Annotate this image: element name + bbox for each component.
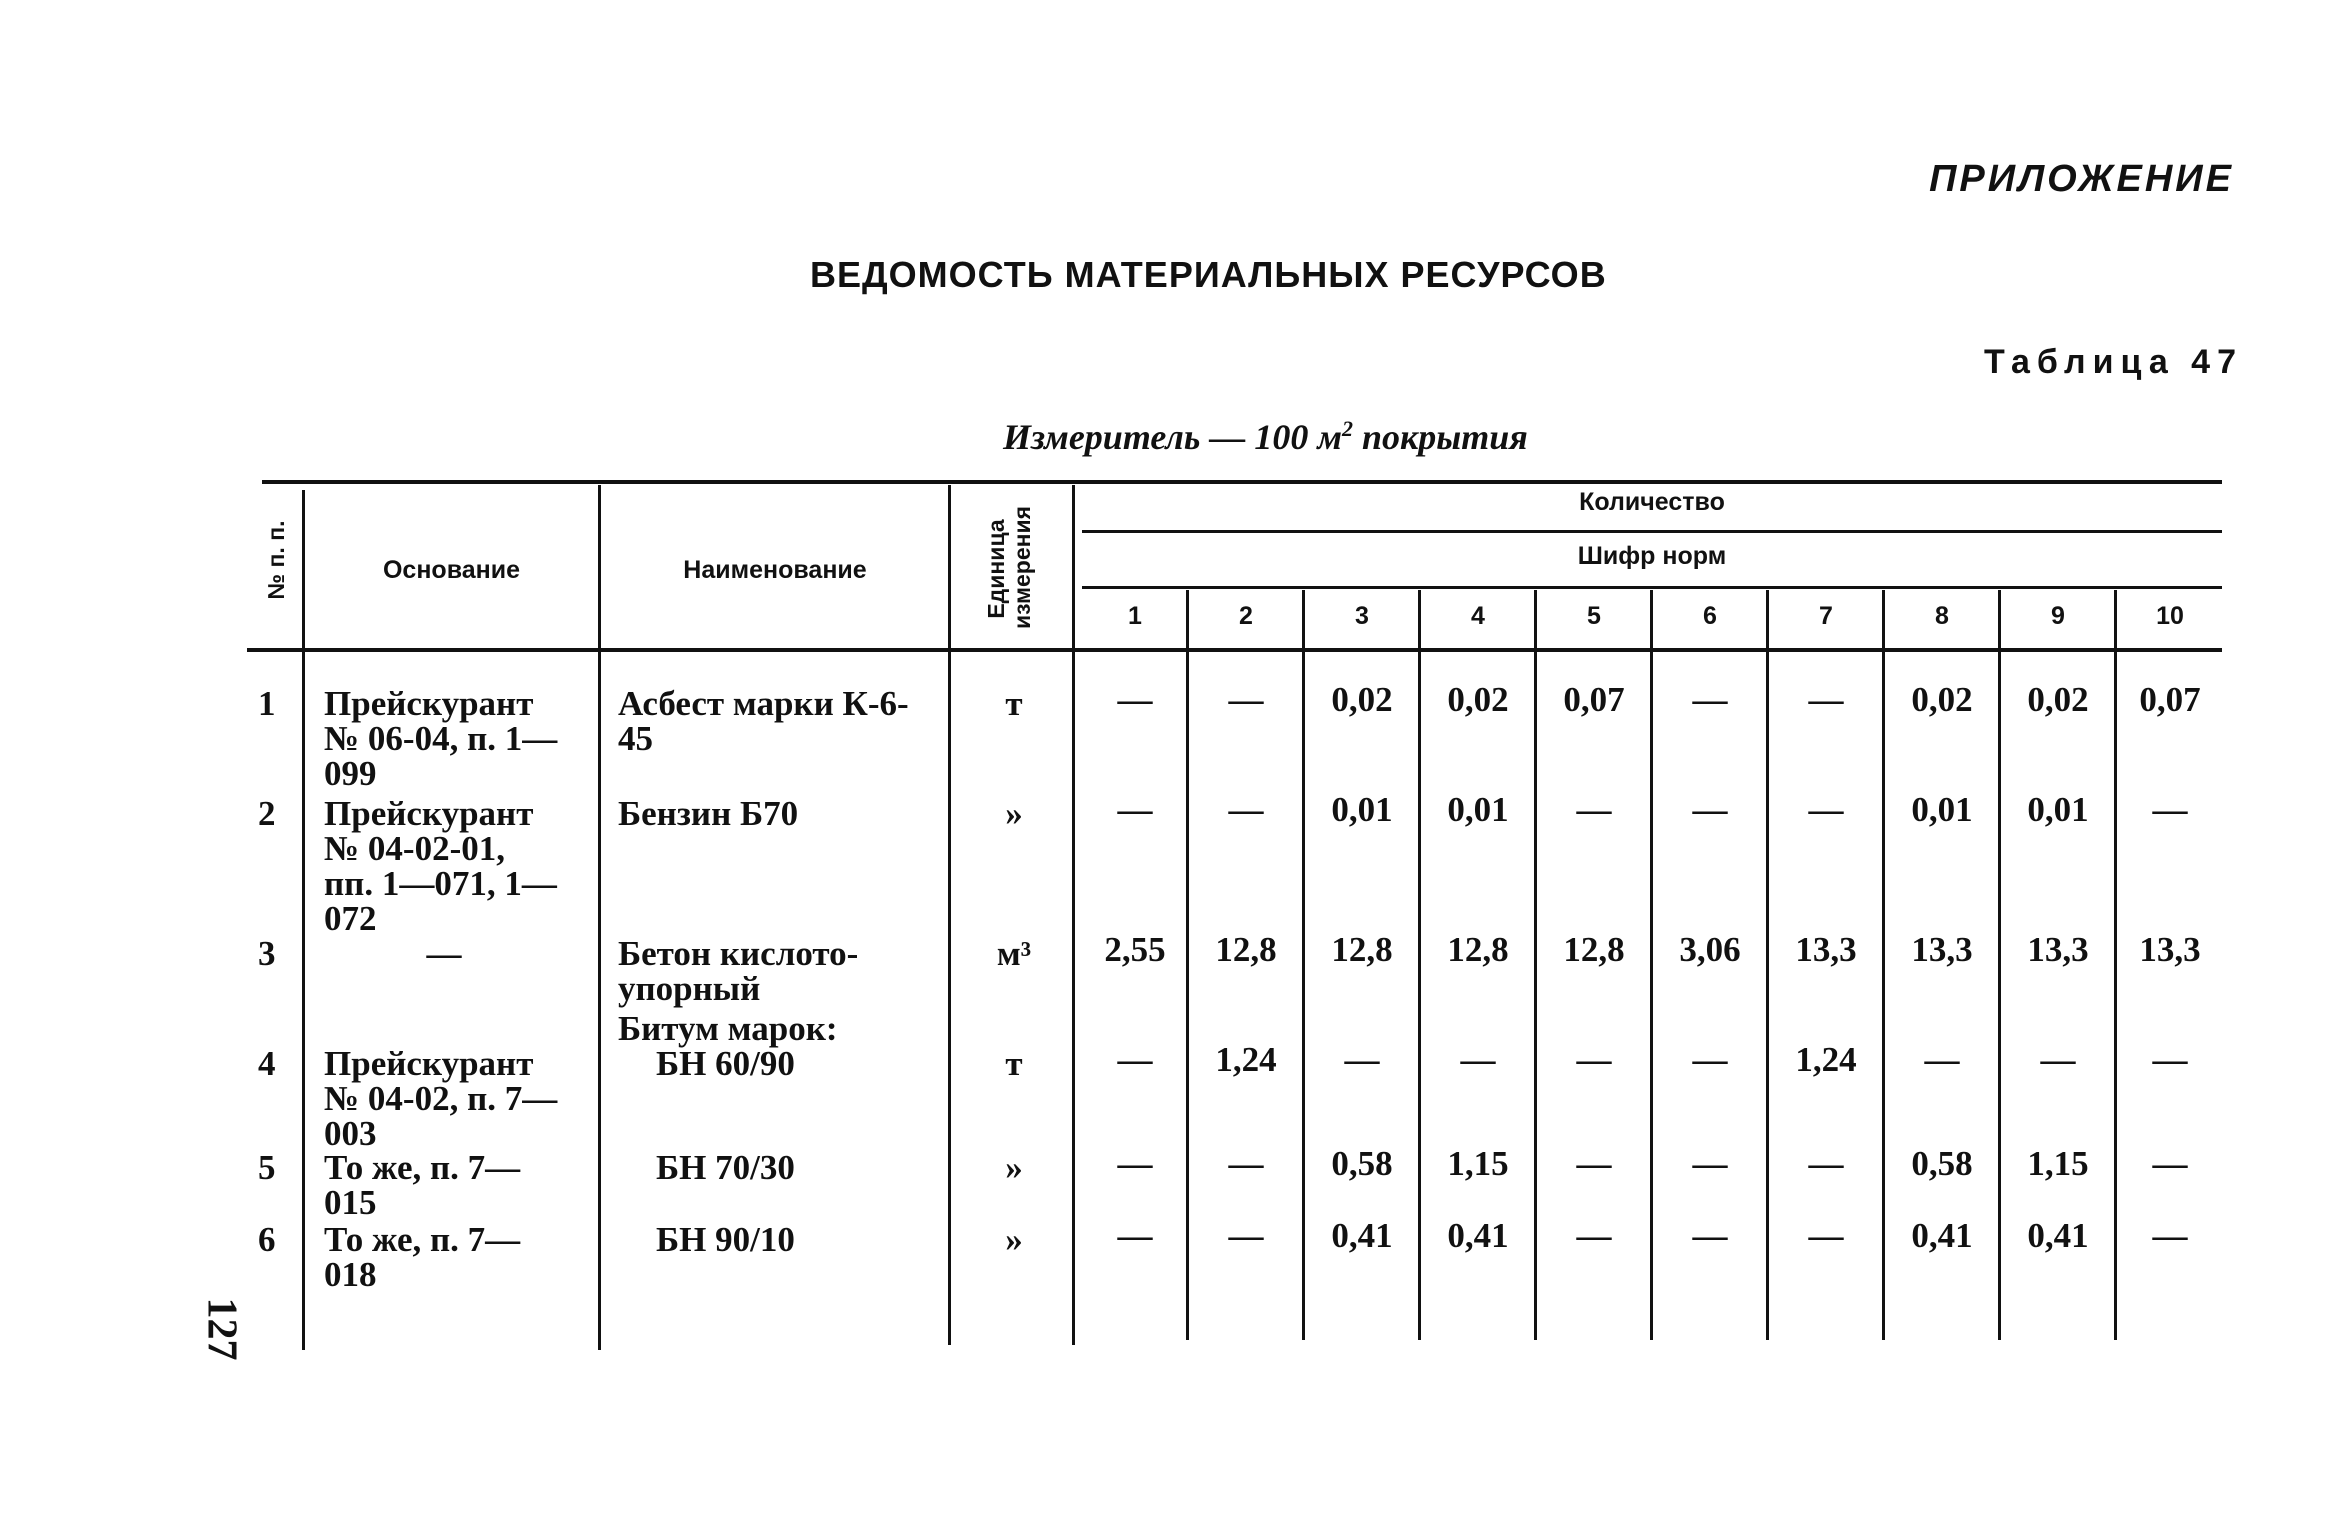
name-line: БН 60/90 [656,1044,795,1083]
quantity-cell: — [1576,790,1612,829]
quantity-cell: — [2152,790,2188,829]
basis-line: № 06-04, п. 1— [324,719,558,758]
basis-line: 003 [324,1114,377,1153]
name-cell [618,686,928,756]
quantity-cell: — [1228,790,1264,829]
name-cell [618,936,928,1006]
header-code: Шифр норм [1577,542,1727,570]
basis-cell [324,1222,586,1292]
code-col-divider [1766,590,1769,1340]
row-number: 5 [258,1148,276,1187]
basis-line: пп. 1—071, 1— [324,864,557,903]
quantity-cell: 12,8 [1331,930,1393,969]
code-col-divider [1534,590,1537,1340]
basis-line: 015 [324,1183,377,1222]
header-quantity: Количество [1579,488,1725,516]
basis-line: Прейскурант [324,684,534,723]
quantity-cell: 0,41 [1911,1216,1973,1255]
basis-line: № 04-02, п. 7— [324,1079,558,1118]
quantity-cell: — [1924,1040,1960,1079]
col-divider-name [948,485,951,1345]
row-number: 3 [258,934,276,973]
header-unit-line2: измерения [1009,505,1035,629]
unit-cell: » [1005,1220,1023,1259]
quantity-cell: — [1808,680,1844,719]
quantity-cell: — [1228,1216,1264,1255]
basis-line: То же, п. 7— [324,1148,521,1187]
row-number: 6 [258,1220,276,1259]
quantity-cell: 0,41 [2027,1216,2089,1255]
quantity-cell: — [1808,1216,1844,1255]
unit-cell: т [1005,1044,1023,1083]
basis-line: Прейскурант [324,794,534,833]
unit-cell: » [1005,794,1023,833]
header-bottom-rule [247,648,2222,652]
name-line: БН 70/30 [656,1148,795,1187]
name-line: Асбест марки К-6- [618,684,909,723]
code-header: 5 [1587,602,1601,630]
basis-cell [324,1150,586,1220]
quantity-rule [1082,530,2222,533]
header-name: Наименование [683,556,867,584]
quantity-cell: 13,3 [1911,930,1973,969]
header-unit-line1: Единица [983,519,1009,619]
code-header: 3 [1355,602,1369,630]
quantity-cell: 3,06 [1679,930,1741,969]
quantity-cell: — [1117,790,1153,829]
quantity-cell: — [1692,1216,1728,1255]
quantity-cell: 12,8 [1447,930,1509,969]
code-col-divider [2114,590,2117,1340]
basis-line: № 04-02-01, [324,829,505,868]
name-line: 45 [618,719,653,758]
name-cell [656,1046,966,1081]
name-group-label: Битум марок: [618,1009,838,1048]
quantity-cell: — [1344,1040,1380,1079]
code-col-divider [1302,590,1305,1340]
quantity-cell: — [1117,1144,1153,1183]
row-number: 2 [258,794,276,833]
quantity-cell: — [1808,790,1844,829]
quantity-cell: 13,3 [1795,930,1857,969]
name-line: Бетон кислото- [618,934,859,973]
header-unit [983,505,1037,629]
name-cell [618,796,928,831]
quantity-cell: — [1228,1144,1264,1183]
quantity-cell: 2,55 [1104,930,1166,969]
quantity-cell: 0,01 [1911,790,1973,829]
measure-unit-caption [1003,416,1528,458]
document-title: ВЕДОМОСТЬ МАТЕРИАЛЬНЫХ РЕСУРСОВ [810,254,1607,295]
quantity-cell: 1,24 [1795,1040,1857,1079]
measure-sup: 2 [1342,416,1354,441]
basis-cell [324,936,564,971]
name-cell [656,1222,966,1257]
name-line: упорный [618,969,761,1008]
basis-line: 099 [324,754,377,793]
quantity-cell: — [1692,680,1728,719]
quantity-cell: 0,07 [1563,680,1625,719]
quantity-cell: 13,3 [2027,930,2089,969]
quantity-cell: — [1117,1040,1153,1079]
quantity-cell: — [1576,1216,1612,1255]
name-cell [656,1150,966,1185]
code-header: 2 [1239,602,1253,630]
measure-suffix: покрытия [1353,417,1528,457]
quantity-cell: — [2152,1144,2188,1183]
basis-cell [324,686,586,791]
code-col-divider [1998,590,2001,1340]
quantity-cell: 0,02 [1331,680,1393,719]
name-line: БН 90/10 [656,1220,795,1259]
header-no: № п. п. [263,520,289,600]
name-line: Бензин Б70 [618,794,799,833]
row-number: 1 [258,684,276,723]
code-header: 9 [2051,602,2065,630]
quantity-cell: 0,01 [2027,790,2089,829]
quantity-cell: 12,8 [1563,930,1625,969]
code-header: 8 [1935,602,1949,630]
quantity-cell: — [1692,1144,1728,1183]
row-number: 4 [258,1044,276,1083]
quantity-cell: — [2040,1040,2076,1079]
quantity-cell: 1,15 [2027,1144,2089,1183]
quantity-cell: — [2152,1216,2188,1255]
basis-line: 018 [324,1255,377,1294]
code-col-divider [1650,590,1653,1340]
quantity-cell: 0,41 [1447,1216,1509,1255]
quantity-cell: 12,8 [1215,930,1277,969]
basis-cell [324,1046,586,1151]
page-number: 127 [198,1297,245,1361]
quantity-cell: 0,07 [2139,680,2201,719]
code-col-divider [1186,590,1189,1340]
quantity-cell: — [1808,1144,1844,1183]
quantity-cell: 0,02 [1911,680,1973,719]
col-divider-unit [1072,485,1075,1345]
quantity-cell: 13,3 [2139,930,2201,969]
quantity-cell: — [1228,680,1264,719]
quantity-cell: — [1460,1040,1496,1079]
basis-cell [324,796,586,936]
quantity-cell: 0,58 [1911,1144,1973,1183]
measure-prefix: Измеритель — 100 м [1003,417,1343,457]
quantity-cell: — [1692,790,1728,829]
col-divider-basis [598,485,601,1350]
unit-cell: т [1005,684,1023,723]
code-header: 4 [1471,602,1485,630]
quantity-cell: 0,02 [1447,680,1509,719]
code-col-divider [1418,590,1421,1340]
table-number: Таблица 47 [1984,343,2243,381]
code-header: 10 [2156,602,2184,630]
unit-cell: » [1005,1148,1023,1187]
quantity-cell: 0,02 [2027,680,2089,719]
quantity-cell: — [1576,1040,1612,1079]
code-header: 7 [1819,602,1833,630]
quantity-cell: — [1576,1144,1612,1183]
quantity-cell: 1,15 [1447,1144,1509,1183]
code-col-divider [1882,590,1885,1340]
code-rule [1082,586,2222,589]
quantity-cell: — [1692,1040,1728,1079]
basis-line: Прейскурант [324,1044,534,1083]
quantity-cell: 0,58 [1331,1144,1393,1183]
table-top-rule [262,480,2222,484]
quantity-cell: — [1117,680,1153,719]
quantity-cell: — [1117,1216,1153,1255]
code-header: 6 [1703,602,1717,630]
appendix-label: ПРИЛОЖЕНИЕ [1929,158,2234,200]
quantity-cell: 0,41 [1331,1216,1393,1255]
quantity-cell: — [2152,1040,2188,1079]
basis-line: 072 [324,899,377,938]
col-divider-no [302,490,305,1350]
basis-line: То же, п. 7— [324,1220,521,1259]
header-basis: Основание [382,556,521,584]
quantity-cell: 0,01 [1447,790,1509,829]
unit-cell: м³ [996,934,1032,973]
quantity-cell: 1,24 [1215,1040,1277,1079]
code-header: 1 [1128,602,1142,630]
quantity-cell: 0,01 [1331,790,1393,829]
basis-line: — [426,934,462,973]
